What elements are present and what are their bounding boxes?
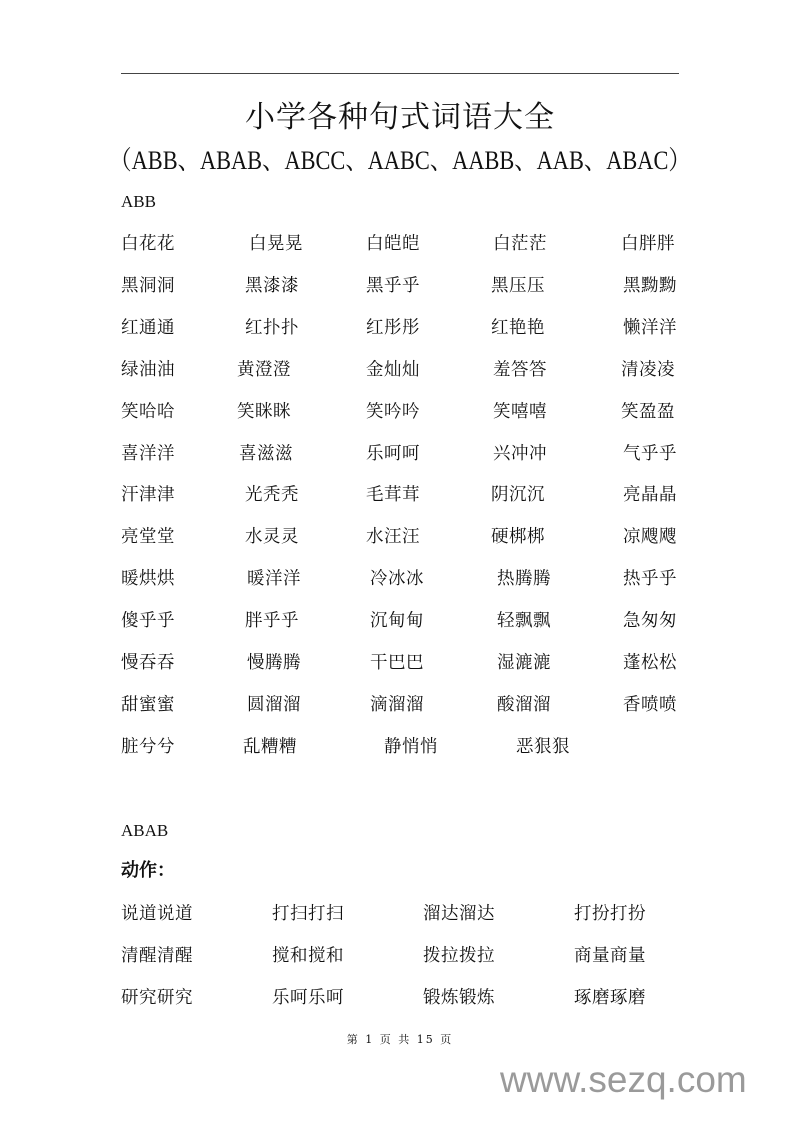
abb-word: 水汪汪 [366,527,420,548]
abab-word: 拨拉拨拉 [423,946,495,966]
abb-word: 光秃秃 [245,485,299,506]
page-number: 第 1 页 共 15 页 [346,1033,454,1046]
document-subtitle: （ABB、ABAB、ABCC、AABC、AABB、AAB、ABAC） [109,146,691,175]
abb-word: 羞答答 [493,359,547,380]
abb-word: 毛茸茸 [366,485,420,506]
abb-word: 兴冲冲 [493,443,547,464]
abab-word: 打扫打扫 [272,904,344,924]
watermark: www.sezq.com [500,1059,747,1100]
abb-word: 清凌凌 [621,359,675,380]
abb-word: 红艳艳 [491,317,545,338]
abab-word: 搅和搅和 [272,946,344,966]
abb-word: 阴沉沉 [491,485,545,506]
abb-word: 笑眯眯 [237,401,291,422]
document-title: 小学各种句式词语大全 [245,100,555,135]
abb-word: 冷冰冰 [370,569,424,590]
abab-word: 锻炼锻炼 [423,988,495,1008]
abb-word: 亮晶晶 [623,485,677,506]
abb-word: 气乎乎 [623,443,677,464]
abb-row [0,441,800,467]
abb-word: 滴溜溜 [370,694,424,715]
abab-word: 打扮打扮 [574,904,646,924]
abb-word: 暖烘烘 [121,569,175,590]
abb-row [0,273,800,299]
abb-word: 热腾腾 [497,569,551,590]
abb-word: 香喷喷 [623,694,677,715]
abb-word: 白茫茫 [493,234,547,254]
abb-word: 圆溜溜 [247,694,301,715]
abb-word: 暖洋洋 [247,569,301,590]
abab-row [0,985,800,1011]
abb-word: 喜滋滋 [239,443,293,464]
abb-word: 红扑扑 [245,317,299,338]
abb-word: 金灿灿 [366,359,420,380]
abb-word: 酸溜溜 [497,694,551,715]
abb-word: 黑压压 [491,275,545,296]
abb-word: 恶狠狠 [516,736,570,757]
abb-word: 白晃晃 [249,234,303,254]
abb-word: 红彤彤 [366,317,420,338]
abb-word: 笑嘻嘻 [493,401,547,422]
abb-row [0,524,800,550]
abab-word: 说道说道 [121,904,193,924]
abb-word: 白花花 [121,234,175,254]
abb-row [0,231,800,257]
abb-word: 慢吞吞 [121,653,175,673]
abb-word: 凉飕飕 [623,527,677,548]
abb-row [0,734,800,760]
section-sublabel-actions: 动作： [121,860,175,881]
abb-row [0,482,800,508]
abb-word: 急匆匆 [623,611,677,632]
abb-row [0,650,800,676]
abb-word: 白胖胖 [621,234,675,254]
abab-word: 研究研究 [121,988,193,1008]
abb-word: 黑洞洞 [121,275,175,296]
abb-word: 懒洋洋 [623,317,677,338]
abb-word: 热乎乎 [623,569,677,590]
abab-word: 清醒清醒 [121,946,193,966]
abb-word: 慢腾腾 [247,653,301,673]
section-label-abab: ABAB [121,821,169,840]
abb-word: 绿油油 [121,359,175,380]
abb-word: 乱糟糟 [243,736,297,757]
abb-word: 水灵灵 [245,527,299,548]
abab-word: 溜达溜达 [423,904,495,924]
abb-word: 静悄悄 [384,736,438,757]
abb-word: 汗津津 [121,485,175,506]
abb-word: 笑哈哈 [121,401,175,422]
abab-word: 乐呵乐呵 [272,988,344,1008]
abb-word: 红通通 [121,317,175,338]
abab-word: 商量商量 [574,946,646,966]
abb-word: 乐呵呵 [366,443,420,464]
section-label-abb: ABB [121,192,156,211]
abb-row [0,692,800,718]
abb-word: 湿漉漉 [497,653,551,673]
abb-word: 甜蜜蜜 [121,694,175,715]
abb-row [0,608,800,634]
abb-word: 黄澄澄 [237,359,291,380]
abb-word: 亮堂堂 [121,527,175,548]
abb-word: 轻飘飘 [497,611,551,632]
abb-word: 沉甸甸 [370,611,424,632]
abb-word: 脏兮兮 [121,736,175,757]
abb-word: 胖乎乎 [245,611,299,632]
abb-word: 蓬松松 [623,653,677,673]
abab-row [0,943,800,969]
abb-word: 黑乎乎 [366,275,420,296]
abb-row [0,399,800,425]
abb-row [0,566,800,592]
header-rule [121,73,679,74]
abb-row [0,357,800,383]
abb-word: 硬梆梆 [491,527,545,548]
abb-word: 喜洋洋 [121,443,175,464]
abb-word: 笑吟吟 [366,401,420,422]
abab-row [0,901,800,927]
abb-word: 白皑皑 [366,234,420,254]
abb-word: 黑漆漆 [245,275,299,296]
abb-word: 黑黝黝 [623,275,677,296]
abab-word: 琢磨琢磨 [574,988,646,1008]
abb-word: 笑盈盈 [621,401,675,422]
abb-word: 傻乎乎 [121,611,175,632]
abb-word: 干巴巴 [370,653,424,673]
abb-row [0,315,800,341]
